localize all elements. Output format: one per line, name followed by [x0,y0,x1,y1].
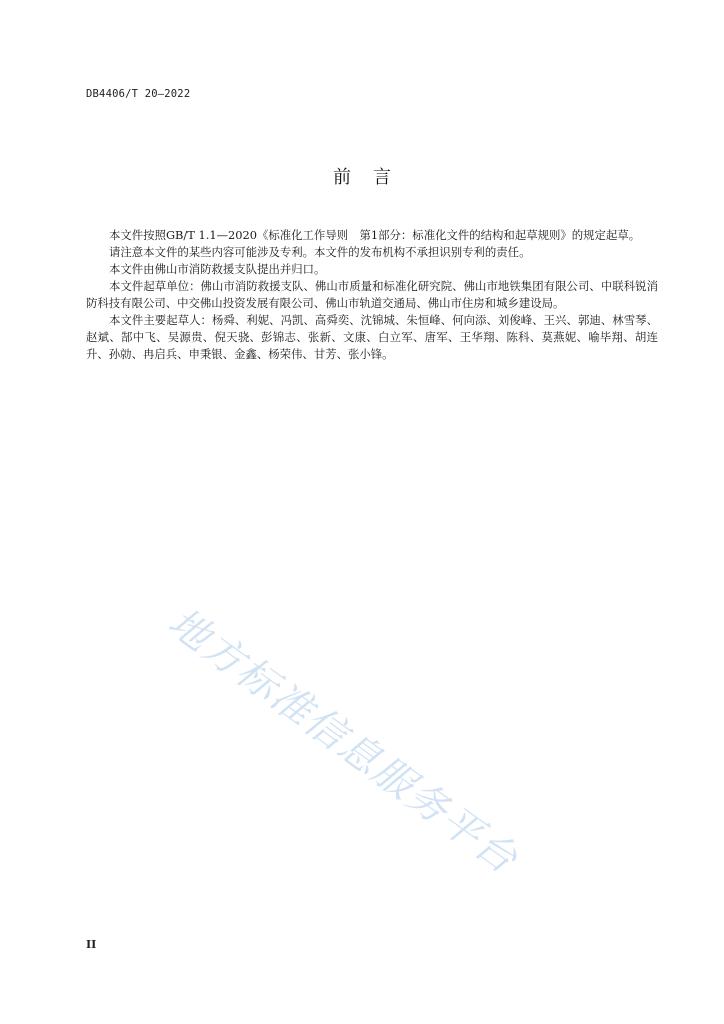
page-number: II [86,938,97,951]
paragraph-patent-notice: 请注意本文件的某些内容可能涉及专利。本文件的发布机构不承担识别专利的责任。 [109,245,531,259]
paragraph-drafting-rules: 本文件按照GB/T 1.1—2020《标准化工作导则 第1部分：标准化文件的结构和起草规则》的规定起草。 [109,228,641,242]
watermark: 地方标准信息服务平台 [159,599,527,884]
paragraph-drafting-units: 本文件起草单位：佛山市消防救援支队、佛山市质量和标准化研究院、佛山市地铁集团有限公司、中联科锐消防科技有限公司、中交佛山投资发展有限公司、佛山市轨道交通局、佛山市住房和城乡建设局。 [86,279,658,310]
foreword-body [86,227,658,363]
paragraph-drafters: 本文件主要起草人：杨舜、利妮、冯凯、高舜奕、沈锦城、朱恒峰、何向添、刘俊峰、王兴、郭迪、林雪琴、赵斌、郜中飞、吴源贵、倪天骁、彭锦志、张新、文康、白立军、唐军、王华翔、陈科、莫燕妮、喻毕翔、胡连升、孙勍、冉启兵、申秉银、金鑫、杨荣伟、甘芳、张小锋。 [86,313,658,361]
page-title: 前言 [333,167,413,188]
standard-code: DB4406/T 20—2022 [86,88,191,100]
paragraph-proposer: 本文件由佛山市消防救援支队提出并归口。 [109,262,326,276]
